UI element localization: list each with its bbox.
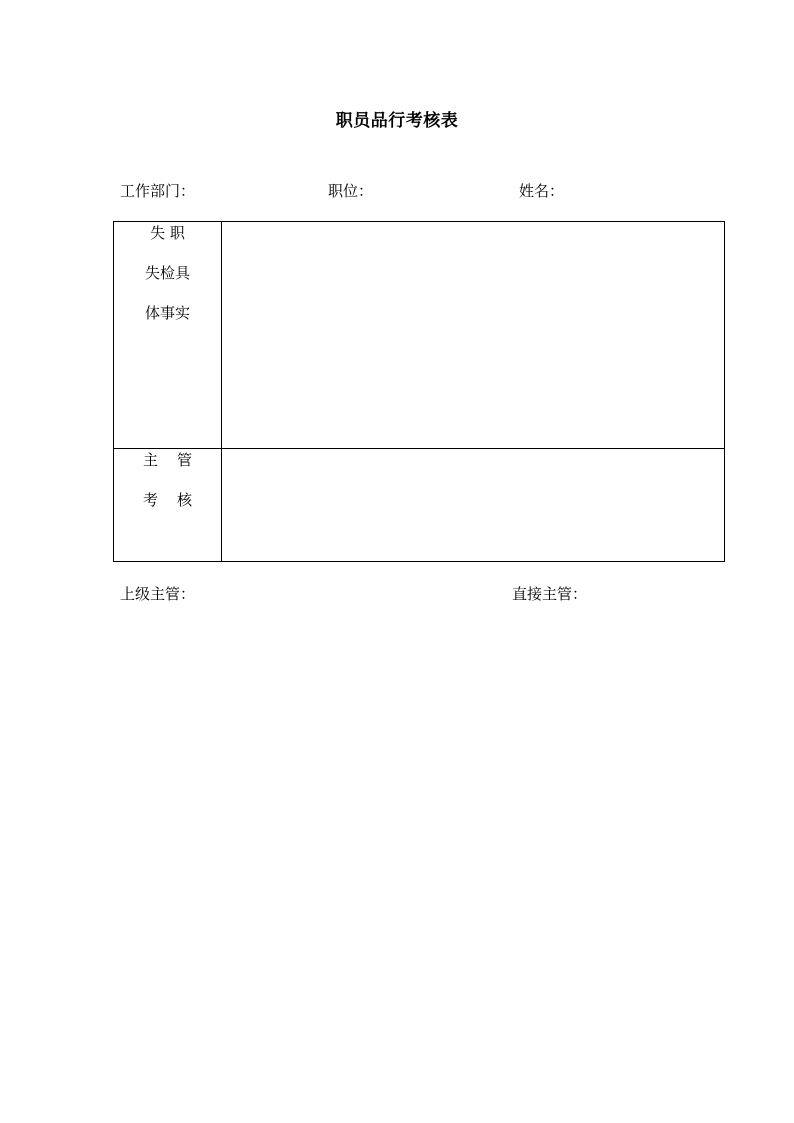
supervisor-review-cell[interactable]: [222, 449, 725, 562]
superior-supervisor-label: 上级主管：: [120, 585, 196, 603]
misconduct-facts-cell[interactable]: [222, 222, 725, 449]
misconduct-label-line-3: 体事实: [144, 304, 190, 322]
document-title: 职员品行考核表: [335, 111, 459, 131]
name-label: 姓名：: [519, 182, 565, 200]
evaluation-table: [113, 221, 725, 562]
misconduct-label-line-1: 失 职: [150, 224, 185, 242]
table-row-supervisor-review: [114, 449, 725, 562]
direct-supervisor-label: 直接主管：: [512, 585, 588, 603]
department-label: 工作部门：: [120, 182, 196, 200]
supervisor-review-label-line-2: 考 核: [142, 491, 193, 509]
position-label: 职位：: [328, 182, 374, 200]
supervisor-review-label-line-1: 主 管: [142, 451, 193, 469]
table-row-misconduct: [114, 222, 725, 449]
misconduct-label-cell: [114, 222, 222, 449]
misconduct-label-line-2: 失检具: [144, 264, 190, 282]
supervisor-review-label-cell: [114, 449, 222, 562]
